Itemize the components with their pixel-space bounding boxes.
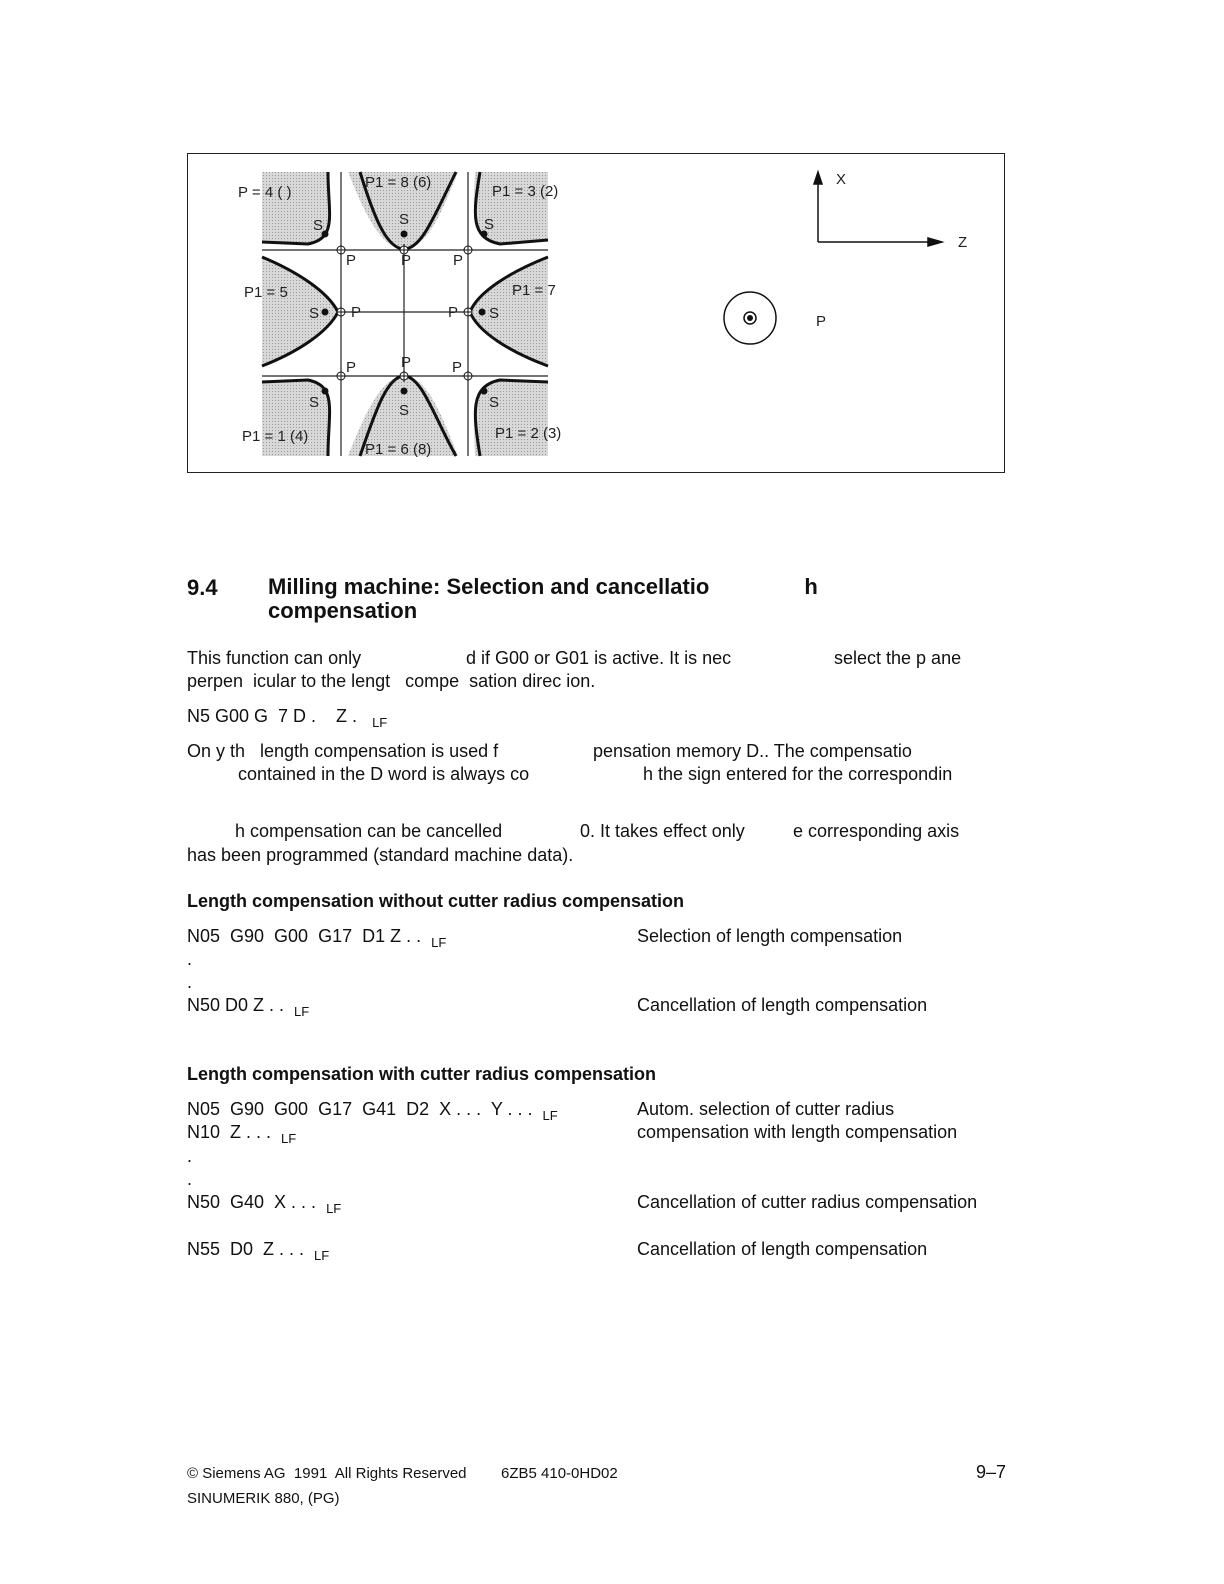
label-p: P [452, 359, 463, 376]
lf-symbol: LF [314, 1248, 330, 1263]
para3-line1c: e corresponding axis [793, 821, 960, 841]
block2-row4-desc: Cancellation of length compensation [637, 1239, 928, 1259]
para2-line2b: h the sign entered for the correspondin [643, 764, 953, 784]
para1-line1b: d if G00 or G01 is active. It is nec [466, 648, 732, 668]
code-text: N50 D0 Z . . [187, 995, 295, 1015]
footer-order-number: 6ZB5 410-0HD02 [501, 1465, 618, 1482]
block1-heading: Length compensation without cutter radius compensation [187, 891, 685, 911]
footer-product: SINUMERIK 880, (PG) [187, 1490, 340, 1507]
section-title-part1: Milling machine: Selection and cancellatio [268, 574, 710, 599]
label-s: S [399, 402, 410, 419]
block1-row1-code [187, 925, 446, 954]
label-p5: P1 = 5 [244, 284, 288, 301]
code-text: N05 G90 G00 G17 G41 D2 X . . . Y . . . [187, 1099, 543, 1119]
label-s: S [489, 394, 500, 411]
lf-symbol: LF [372, 715, 388, 730]
page-number: 9–7 [976, 1462, 1007, 1482]
section-title-part2: h [804, 574, 818, 599]
para3-line1b: 0. It takes effect only [580, 821, 745, 841]
label-p: P [401, 354, 412, 371]
label-p8: P1 = 8 (6) [365, 174, 432, 191]
label-s: S [313, 217, 324, 234]
block2-row4-code [187, 1238, 329, 1267]
block2-row1-desc: Autom. selection of cutter radius [637, 1099, 895, 1119]
label-p: P [346, 252, 357, 269]
lf-symbol: LF [294, 1004, 310, 1019]
label-p: P [401, 252, 412, 269]
label-s: S [489, 305, 500, 322]
ellipsis-dot: . [187, 1169, 193, 1189]
code-text: N05 G90 G00 G17 D1 Z . . [187, 926, 432, 946]
block2-heading: Length compensation with cutter radius compensation [187, 1064, 657, 1084]
ellipsis-dot: . [187, 972, 193, 992]
block2-row3-code [187, 1191, 341, 1220]
block2-row2-code [187, 1121, 296, 1150]
section-number: 9.4 [187, 575, 218, 600]
para1-line1a: This function can only [187, 648, 362, 668]
label-p6: P1 = 6 (8) [365, 441, 432, 458]
label-s: S [309, 305, 320, 322]
ellipsis-dot: . [187, 1146, 193, 1166]
code-example-1 [187, 705, 387, 734]
symbol-p-label: P [816, 313, 827, 330]
lf-symbol: LF [281, 1131, 297, 1146]
block2-row3-desc: Cancellation of cutter radius compensation [637, 1192, 978, 1212]
para2-line2a: contained in the D word is always co [238, 764, 530, 784]
label-p: P [351, 304, 362, 321]
label-p: P [453, 252, 464, 269]
axis-z-label: Z [958, 234, 968, 251]
code-text: N50 G40 X . . . [187, 1192, 327, 1212]
label-p1: P1 = 1 (4) [242, 428, 309, 445]
label-p4: P = 4 ( ) [238, 184, 292, 201]
figure-tool-position-diagram [187, 153, 1005, 473]
diagram-svg [188, 154, 1006, 474]
label-p7: P1 = 7 [512, 282, 556, 299]
para1-line1c: select the p ane [834, 648, 962, 668]
code-example-1-text: N5 G00 G 7 D . Z . [187, 706, 373, 726]
code-text: N55 D0 Z . . . [187, 1239, 315, 1259]
block1-row2-code [187, 994, 309, 1023]
label-p: P [346, 359, 357, 376]
label-s: S [484, 216, 495, 233]
para3-line1a: h compensation can be cancelled [235, 821, 503, 841]
label-s: S [309, 394, 320, 411]
footer-copyright: © Siemens AG 1991 All Rights Reserved [187, 1465, 467, 1482]
para3-line2: has been programmed (standard machine data). [187, 845, 574, 865]
label-p3: P1 = 3 (2) [492, 183, 559, 200]
label-s: S [399, 211, 410, 228]
section-title [268, 575, 908, 623]
lf-symbol: LF [326, 1201, 342, 1216]
block1-row1-desc: Selection of length compensation [637, 926, 903, 946]
ellipsis-dot: . [187, 949, 193, 969]
lf-symbol: LF [542, 1108, 558, 1123]
para2-line1a: On y th length compensation is used f [187, 741, 499, 761]
code-text: N10 Z . . . [187, 1122, 282, 1142]
axis-x-label: X [836, 171, 847, 188]
para1-line2: perpen icular to the lengt compe sation direc ion. [187, 671, 596, 691]
block1-row2-desc: Cancellation of length compensation [637, 995, 928, 1015]
para2-line1b: pensation memory D.. The compensatio [593, 741, 912, 761]
lf-symbol: LF [431, 935, 447, 950]
label-p2: P1 = 2 (3) [495, 425, 562, 442]
block2-row2-desc: compensation with length compensation [637, 1122, 958, 1142]
section-title-line2: compensation [268, 598, 418, 623]
label-p: P [448, 304, 459, 321]
